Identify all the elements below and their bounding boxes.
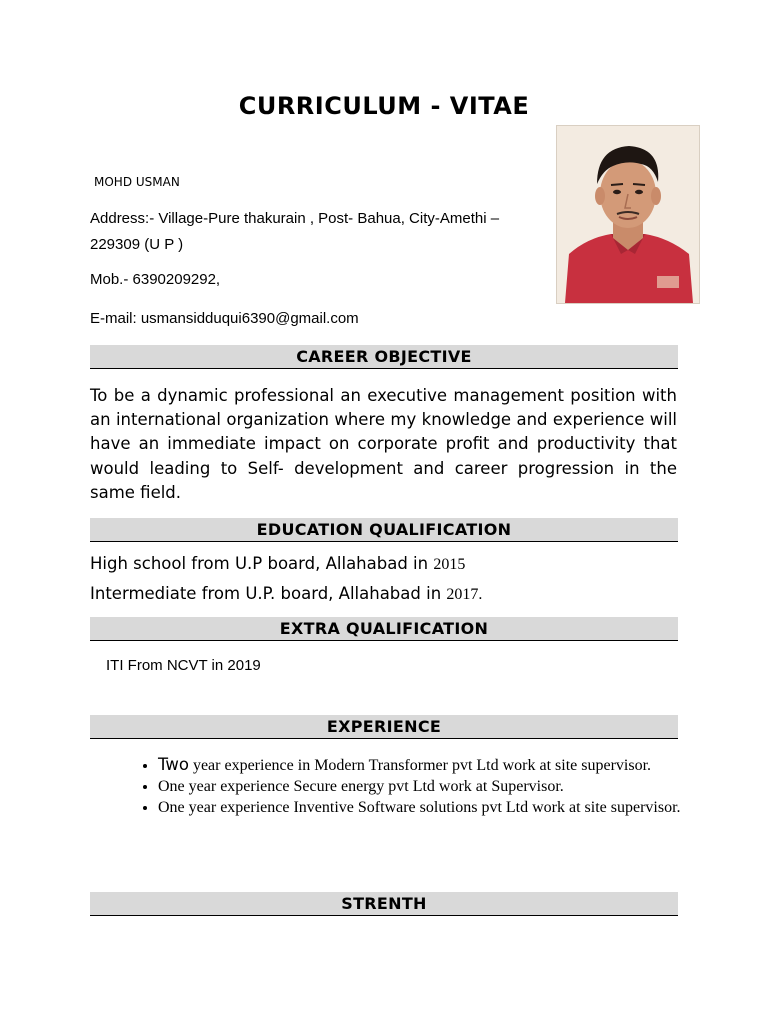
experience-item-text: One year experience Secure energy pvt Ltd work at Supervisor. [158,778,564,795]
email-text: E-mail: usmansidduqui6390@gmail.com [90,310,359,327]
education-item [90,554,465,574]
address-text: Address:- Village-Pure thakurain , Post- Bahua, City-Amethi – 229309 (U P ) [90,210,500,253]
extra-qualification-heading: EXTRA QUALIFICATION [90,617,678,641]
experience-item [158,754,718,776]
experience-item-text: One year experience Inventive Software solutions pvt Ltd work at site supervisor. [158,799,681,816]
career-objective-heading: CAREER OBJECTIVE [90,345,678,369]
education-heading: EDUCATION QUALIFICATION [90,518,678,542]
page-title: CURRICULUM - VITAE [238,92,530,120]
strength-heading: STRENTH [90,892,678,916]
education-item-text: Intermediate from U.P. board, Allahabad in [90,584,447,603]
career-objective-text: To be a dynamic professional an executive management position with an international organization where my knowledge and experience will have an immediate impact on corporate profit and productivity that would leading to Self- development and career progression in the same field. [90,386,677,502]
education-item-year: 2017. [446,586,483,603]
experience-item [158,797,718,818]
experience-list [110,754,718,818]
profile-photo [556,125,700,304]
experience-item-lead: Two [158,755,189,774]
extra-qualification-text: ITI From NCVT in 2019 [106,657,261,674]
education-item [90,584,482,604]
experience-item-text: year experience in Modern Transformer pvt Ltd work at site supervisor. [188,757,652,774]
experience-item [158,776,718,797]
person-photo-icon [557,126,699,303]
experience-heading: EXPERIENCE [90,715,678,739]
education-item-year: 2015 [433,556,466,573]
education-item-text: High school from U.P board, Allahabad in [90,554,434,573]
applicant-name: MOHD USMAN [94,175,180,189]
mobile-text: Mob.- 6390209292, [90,271,221,288]
